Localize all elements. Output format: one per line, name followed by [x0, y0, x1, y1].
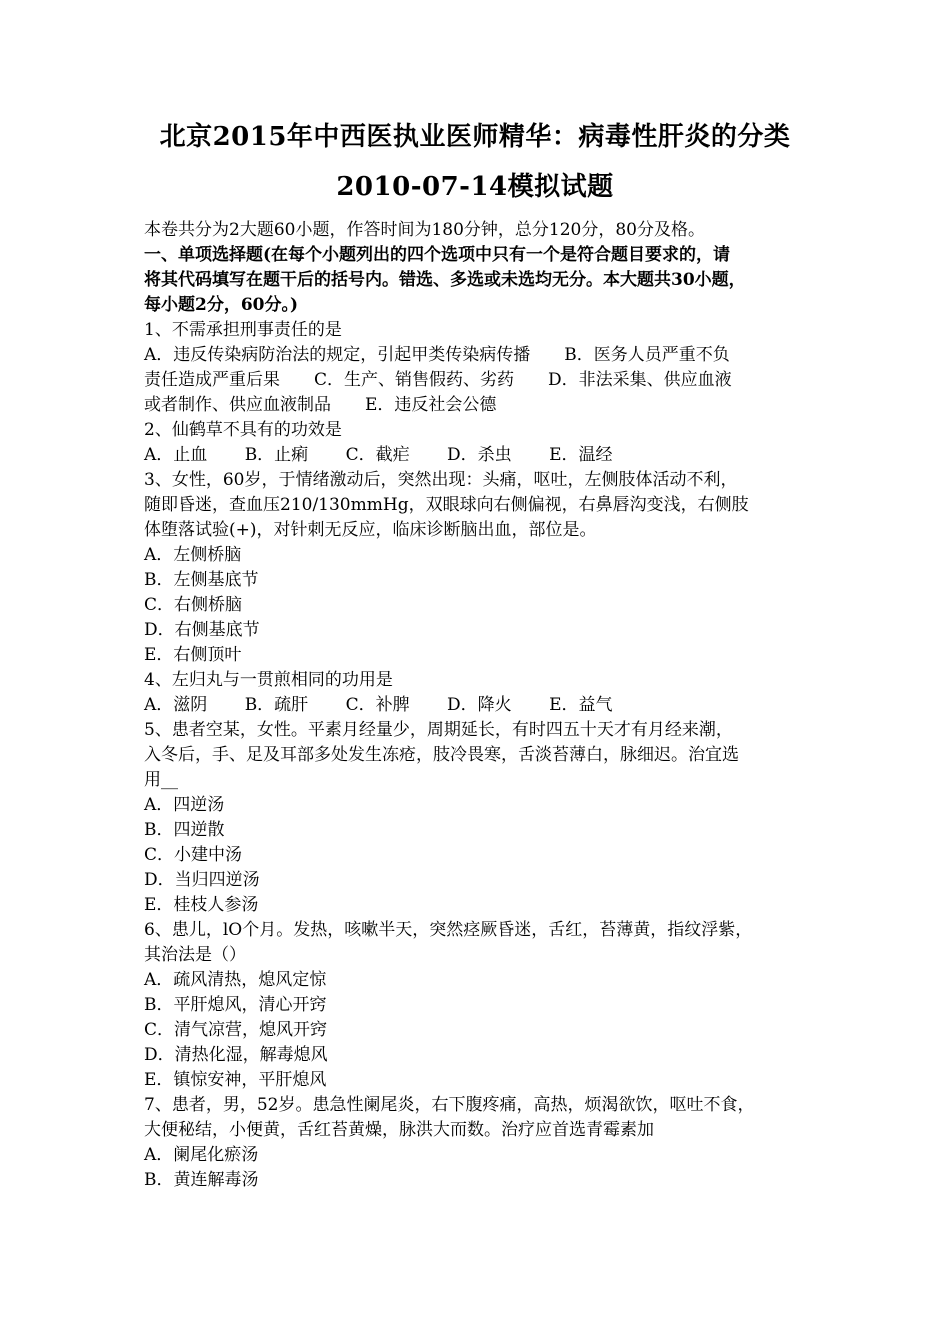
- question-stem: 其治法是（）: [144, 945, 246, 965]
- question-stem: 6、患儿，lO个月。发热，咳嗽半天，突然痉厥昏迷，舌红，苔薄黄，指纹浮紫，: [144, 920, 753, 940]
- option: A．止血: [144, 445, 208, 465]
- question-stem: 2、仙鹤草不具有的功效是: [144, 420, 342, 440]
- question-stem: 体堕落试验(+)，对针刺无反应，临床诊断脑出血，部位是。: [144, 520, 597, 540]
- option: D．杀虫: [447, 445, 512, 465]
- exam-intro: 本卷共分为2大题60小题，作答时间为180分钟，总分120分，80分及格。: [144, 220, 705, 240]
- document-title-line1: 北京2015年中西医执业医师精华：病毒性肝炎的分类: [159, 122, 791, 152]
- option: D．清热化湿，解毒熄风: [144, 1045, 328, 1065]
- question-options-line: 或者制作、供应血液制品 E．违反社会公德: [144, 395, 497, 415]
- option: C．清气凉营，熄风开窍: [144, 1020, 328, 1040]
- option: B．四逆散: [144, 820, 225, 840]
- document-title-line2: 2010-07-14模拟试题: [336, 172, 614, 202]
- question-stem: 大便秘结，小便黄，舌红苔黄燥，脉洪大而数。治疗应首选青霉素加: [144, 1120, 654, 1140]
- question-inline-options: [144, 693, 820, 718]
- section-heading-line: 一、单项选择题(在每个小题列出的四个选项中只有一个是符合题目要求的，请: [144, 245, 731, 265]
- option: B．左侧基底节: [144, 570, 259, 590]
- document-body: [144, 218, 820, 1193]
- option: C．小建中汤: [144, 845, 243, 865]
- option: E．温经: [549, 445, 613, 465]
- option: A．疏风清热，熄风定惊: [144, 970, 327, 990]
- option: A．滋阴: [144, 695, 208, 715]
- option: D．当归四逆汤: [144, 870, 260, 890]
- option: D．右侧基底节: [144, 620, 260, 640]
- option: C．截疟: [345, 445, 410, 465]
- question-stem: 4、左归丸与一贯煎相同的功用是: [144, 670, 393, 690]
- question-stem: 1、不需承担刑事责任的是: [144, 320, 342, 340]
- question-inline-options: [144, 443, 820, 468]
- question-stem: 入冬后，手、足及耳部多处发生冻疮，肢冷畏寒，舌淡苔薄白，脉细迟。治宜选: [144, 745, 739, 765]
- option: C．右侧桥脑: [144, 595, 243, 615]
- option: B．黄连解毒汤: [144, 1170, 259, 1190]
- option: B．疏肝: [244, 695, 309, 715]
- option: A．阑尾化瘀汤: [144, 1145, 259, 1165]
- option: A．四逆汤: [144, 795, 225, 815]
- question-stem: 5、患者空某，女性。平素月经量少，周期延长，有时四五十天才有月经来潮，: [144, 720, 733, 740]
- option: E．益气: [549, 695, 613, 715]
- section-heading-line: 每小题2分，60分。): [144, 295, 299, 315]
- question-stem: 随即昏迷，查血压210/130mmHg，双眼球向右侧偏视，右鼻唇沟变浅，右侧肢: [144, 495, 749, 515]
- question-stem: 用__: [144, 770, 178, 790]
- question-options-line: 责任造成严重后果 C．生产、销售假药、劣药 D．非法采集、供应血液: [144, 370, 732, 390]
- option: E．右侧顶叶: [144, 645, 242, 665]
- question-stem: 3、女性，60岁，于情绪激动后，突然出现：头痛，呕吐，左侧肢体活动不利，: [144, 470, 738, 490]
- option: B．止痢: [244, 445, 309, 465]
- option: E．镇惊安神，平肝熄风: [144, 1070, 327, 1090]
- option: A．左侧桥脑: [144, 545, 242, 565]
- option: C．补脾: [345, 695, 410, 715]
- option: D．降火: [447, 695, 512, 715]
- section-heading-line: 将其代码填写在题干后的括号内。错选、多选或未选均无分。本大题共30小题，: [144, 270, 746, 290]
- question-stem: 7、患者，男，52岁。患急性阑尾炎，右下腹疼痛，高热，烦渴欲饮，呕吐不食，: [144, 1095, 755, 1115]
- question-options-line: A．违反传染病防治法的规定，引起甲类传染病传播 B．医务人员严重不负: [144, 345, 730, 365]
- option: E．桂枝人参汤: [144, 895, 259, 915]
- option: B．平肝熄风，清心开窍: [144, 995, 327, 1015]
